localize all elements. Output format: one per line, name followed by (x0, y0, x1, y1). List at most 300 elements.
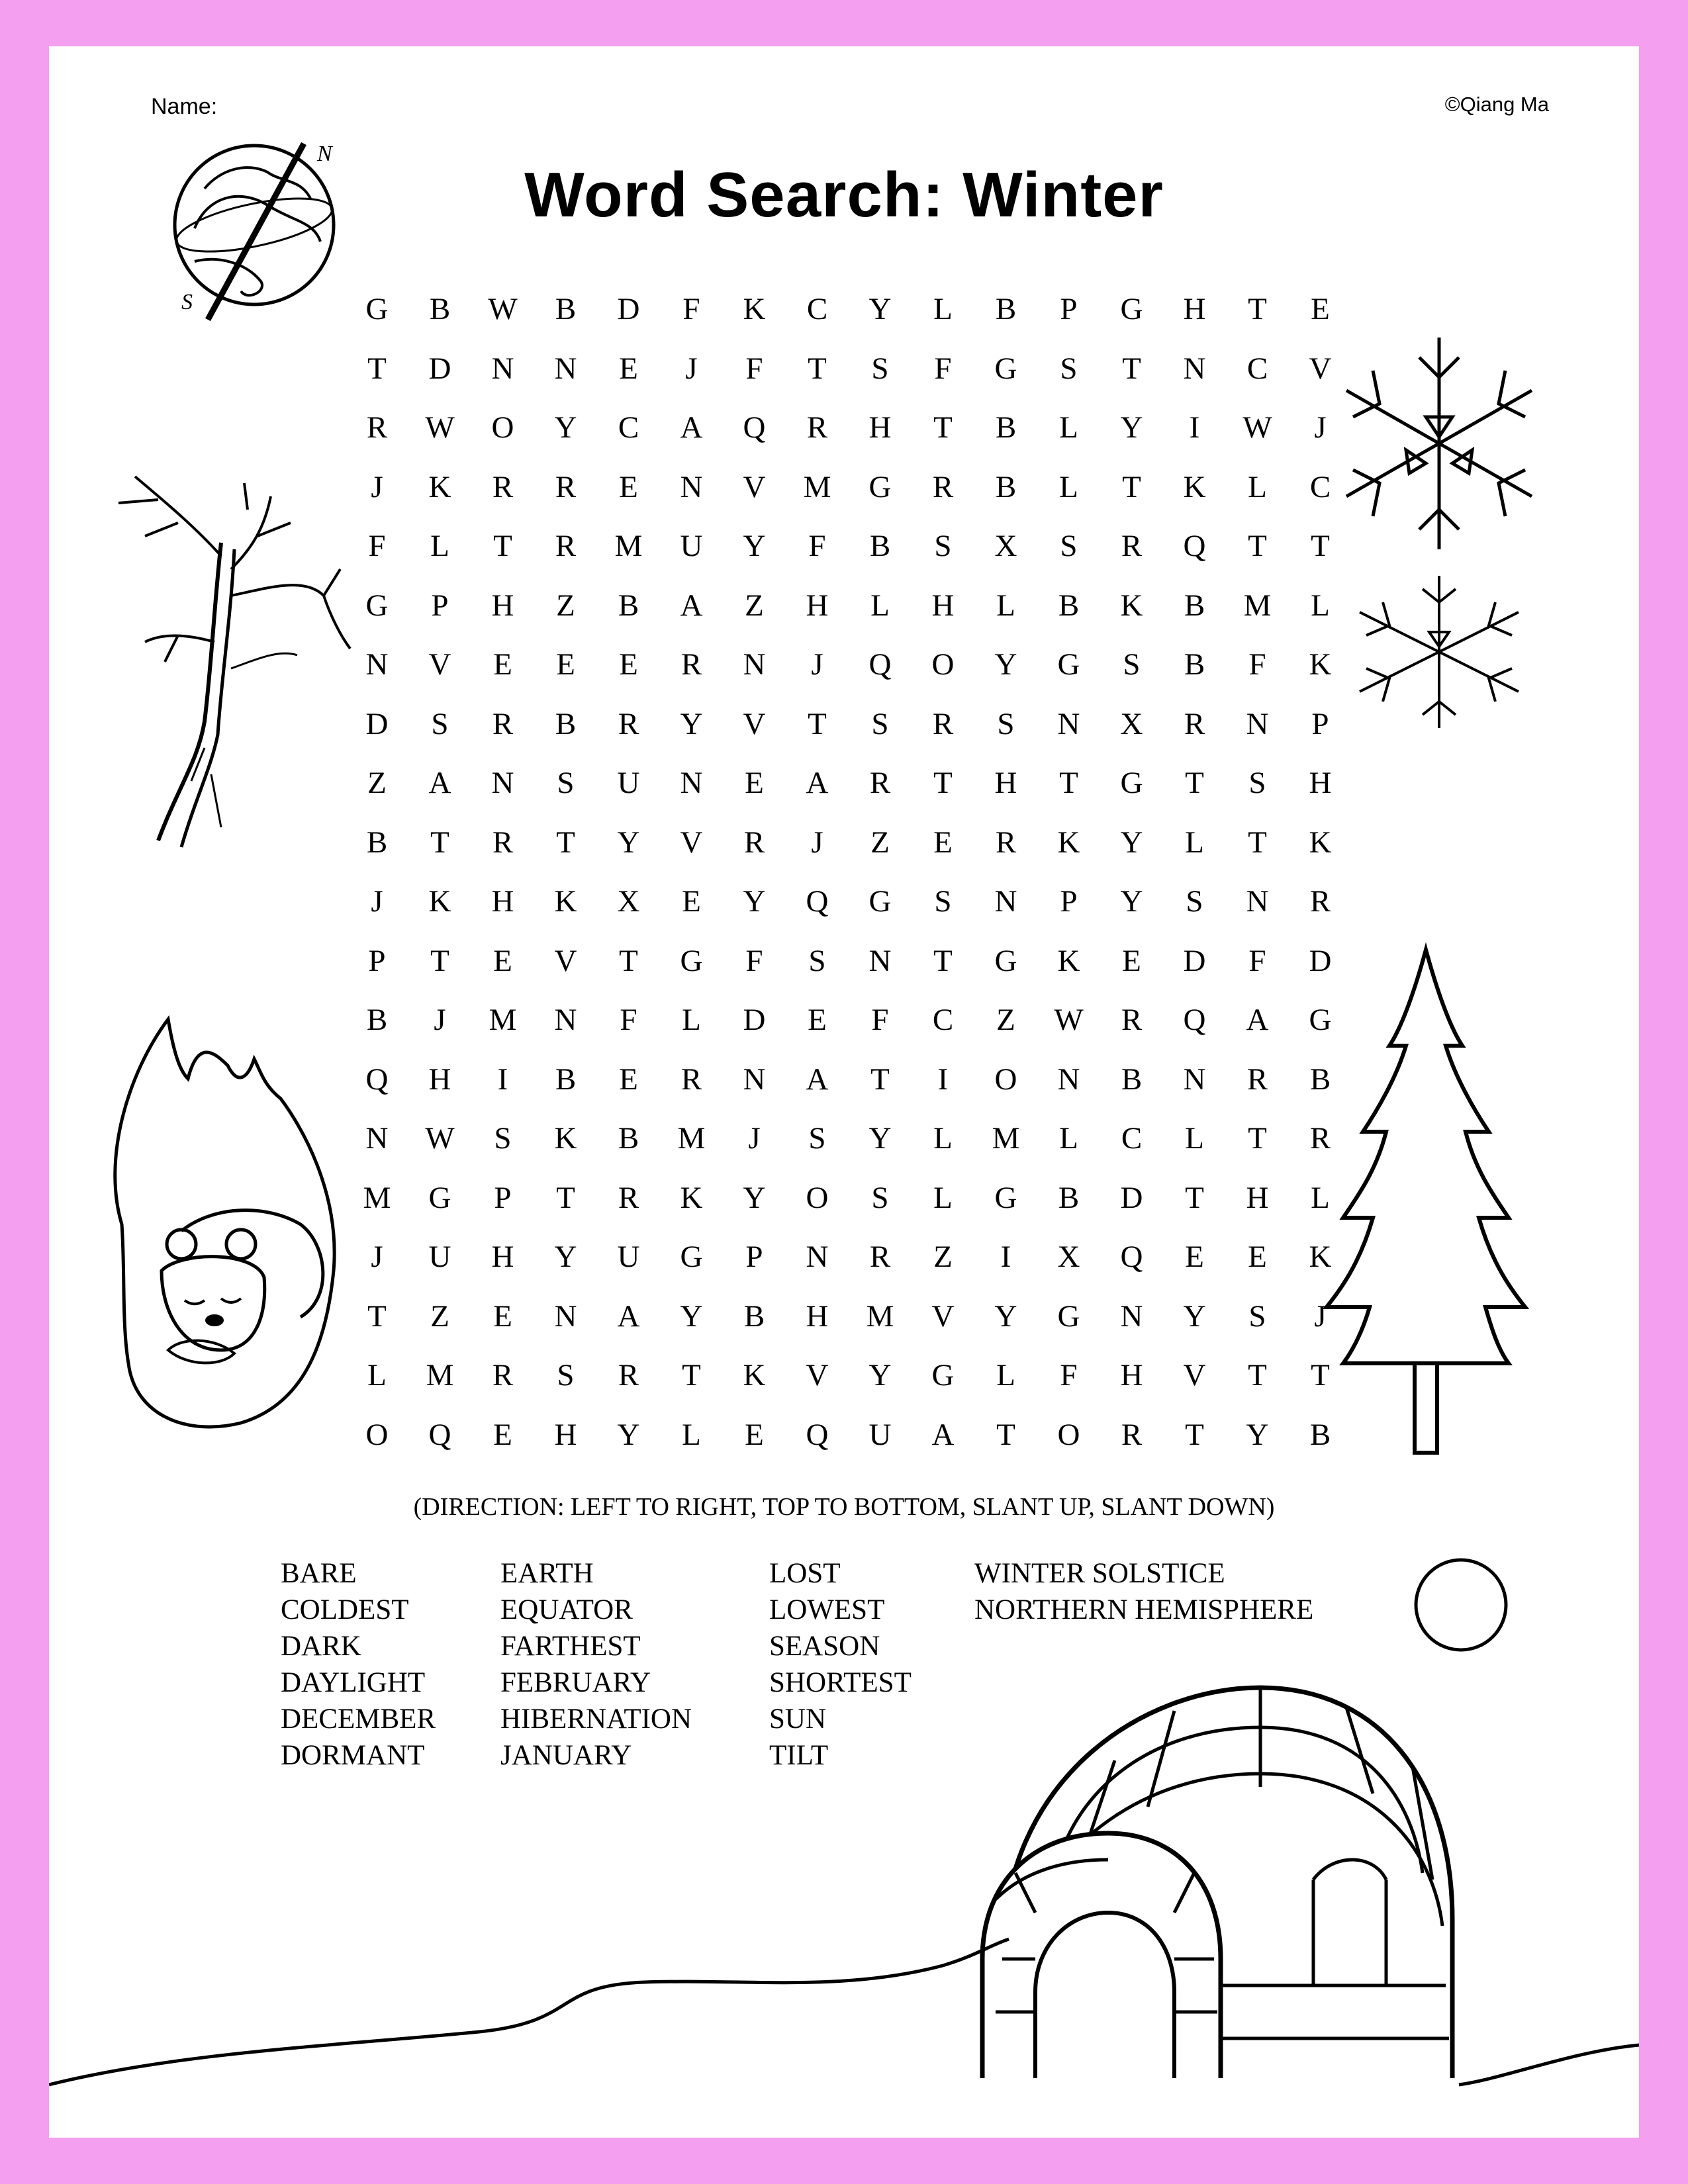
grid-letter[interactable]: T (367, 1298, 387, 1334)
grid-letter[interactable]: R (932, 706, 954, 741)
grid-letter[interactable]: B (366, 1003, 388, 1037)
grid-letter[interactable]: L (1059, 1121, 1078, 1156)
grid-letter[interactable]: Y (1120, 825, 1143, 860)
grid-letter[interactable]: A (1246, 1003, 1269, 1037)
grid-letter[interactable]: K (1309, 647, 1332, 682)
grid-letter[interactable]: R (618, 1180, 639, 1215)
grid-letter[interactable]: X (994, 529, 1017, 563)
grid-letter[interactable]: H (491, 884, 514, 919)
grid-letter[interactable]: L (1248, 469, 1267, 504)
grid-letter[interactable]: J (371, 1240, 383, 1274)
grid-letter[interactable]: T (1122, 351, 1141, 386)
grid-letter[interactable]: S (808, 943, 826, 978)
grid-letter[interactable]: L (1311, 1180, 1330, 1215)
grid-letter[interactable]: I (497, 1062, 508, 1097)
grid-letter[interactable]: P (1060, 884, 1078, 919)
grid-letter[interactable]: W (425, 1121, 455, 1156)
grid-letter[interactable]: Y (743, 884, 766, 919)
grid-letter[interactable]: N (868, 943, 892, 978)
grid-letter[interactable]: R (869, 766, 891, 800)
grid-letter[interactable]: N (806, 1240, 829, 1274)
grid-letter[interactable]: H (931, 588, 955, 623)
grid-letter[interactable]: E (1122, 943, 1141, 978)
grid-letter[interactable]: E (1311, 292, 1330, 326)
grid-letter[interactable]: B (1184, 647, 1205, 682)
grid-letter[interactable]: W (488, 292, 518, 326)
grid-letter[interactable]: N (743, 647, 766, 682)
grid-letter[interactable]: R (995, 825, 1017, 860)
grid-letter[interactable]: S (1248, 766, 1266, 800)
grid-letter[interactable]: T (682, 1358, 701, 1392)
grid-letter[interactable]: G (680, 943, 703, 978)
grid-letter[interactable]: S (1060, 529, 1078, 563)
grid-letter[interactable]: L (933, 1121, 953, 1156)
grid-letter[interactable]: Y (868, 1358, 892, 1392)
grid-letter[interactable]: L (933, 292, 953, 326)
grid-letter[interactable]: I (937, 1062, 949, 1097)
grid-letter[interactable]: M (677, 1121, 706, 1156)
grid-letter[interactable]: R (932, 469, 954, 504)
grid-letter[interactable]: V (743, 469, 766, 504)
grid-letter[interactable]: G (931, 1358, 955, 1392)
grid-letter[interactable]: B (1121, 1062, 1143, 1097)
grid-letter[interactable]: G (1120, 292, 1143, 326)
grid-letter[interactable]: P (431, 588, 449, 623)
grid-letter[interactable]: G (680, 1240, 703, 1274)
grid-letter[interactable]: D (1120, 1180, 1143, 1215)
grid-letter[interactable]: E (619, 351, 638, 386)
grid-letter[interactable]: H (1246, 1180, 1269, 1215)
grid-letter[interactable]: K (1057, 825, 1080, 860)
grid-letter[interactable]: L (1311, 588, 1330, 623)
grid-letter[interactable]: V (1309, 351, 1332, 386)
grid-letter[interactable]: D (1183, 943, 1206, 978)
grid-letter[interactable]: H (806, 588, 829, 623)
grid-letter[interactable]: L (1059, 469, 1078, 504)
grid-letter[interactable]: T (1122, 469, 1141, 504)
grid-letter[interactable]: F (934, 351, 952, 386)
grid-letter[interactable]: J (434, 1003, 446, 1037)
grid-letter[interactable]: E (808, 1003, 827, 1037)
grid-letter[interactable]: Z (996, 1003, 1015, 1037)
grid-letter[interactable]: F (808, 529, 826, 563)
grid-letter[interactable]: R (680, 647, 702, 682)
grid-letter[interactable]: R (1184, 706, 1205, 741)
grid-letter[interactable]: T (1059, 766, 1078, 800)
grid-letter[interactable]: T (430, 943, 449, 978)
grid-letter[interactable]: B (618, 1121, 639, 1156)
grid-letter[interactable]: I (1000, 1240, 1011, 1274)
grid-letter[interactable]: R (366, 410, 388, 445)
grid-letter[interactable]: H (554, 1417, 577, 1452)
grid-letter[interactable]: F (1060, 1358, 1078, 1392)
grid-letter[interactable]: Y (1183, 1298, 1206, 1334)
grid-letter[interactable]: H (491, 1240, 514, 1274)
grid-letter[interactable]: K (743, 292, 766, 326)
grid-letter[interactable]: L (1185, 825, 1204, 860)
grid-letter[interactable]: B (743, 1298, 765, 1334)
grid-letter[interactable]: G (1057, 647, 1080, 682)
grid-letter[interactable]: A (428, 766, 451, 800)
grid-letter[interactable]: L (1059, 410, 1078, 445)
grid-letter[interactable]: A (806, 1062, 829, 1097)
grid-letter[interactable]: G (365, 588, 389, 623)
grid-letter[interactable]: N (1183, 351, 1206, 386)
grid-letter[interactable]: C (1309, 469, 1331, 504)
grid-letter[interactable]: R (680, 1062, 702, 1097)
grid-letter[interactable]: P (368, 943, 386, 978)
grid-letter[interactable]: N (680, 766, 703, 800)
grid-letter[interactable]: B (995, 469, 1017, 504)
grid-letter[interactable]: V (806, 1358, 829, 1392)
grid-letter[interactable]: R (618, 706, 639, 741)
grid-letter[interactable]: A (680, 588, 703, 623)
grid-letter[interactable]: N (1246, 706, 1269, 741)
grid-letter[interactable]: G (365, 292, 389, 326)
grid-letter[interactable]: O (994, 1062, 1017, 1097)
grid-letter[interactable]: E (933, 825, 953, 860)
grid-letter[interactable]: T (1185, 1417, 1204, 1452)
grid-letter[interactable]: E (745, 766, 764, 800)
grid-letter[interactable]: E (1185, 1240, 1204, 1274)
grid-letter[interactable]: H (1183, 292, 1206, 326)
grid-letter[interactable]: E (556, 647, 575, 682)
grid-letter[interactable]: R (869, 1240, 891, 1274)
grid-letter[interactable]: N (1183, 1062, 1206, 1097)
grid-letter[interactable]: S (557, 766, 575, 800)
grid-letter[interactable]: F (745, 943, 763, 978)
grid-letter[interactable]: T (870, 1062, 890, 1097)
grid-letter[interactable]: K (680, 1180, 703, 1215)
grid-letter[interactable]: Y (554, 1240, 577, 1274)
grid-letter[interactable]: C (618, 410, 639, 445)
grid-letter[interactable]: Q (868, 647, 892, 682)
grid-letter[interactable]: M (363, 1180, 391, 1215)
grid-letter[interactable]: K (428, 884, 451, 919)
grid-letter[interactable]: R (1121, 529, 1143, 563)
grid-letter[interactable]: N (1057, 1062, 1080, 1097)
grid-letter[interactable]: B (555, 292, 577, 326)
grid-letter[interactable]: H (1309, 766, 1332, 800)
grid-letter[interactable]: K (554, 884, 577, 919)
grid-letter[interactable]: E (745, 1417, 764, 1452)
grid-letter[interactable]: T (367, 351, 387, 386)
grid-letter[interactable]: L (682, 1003, 701, 1037)
grid-letter[interactable]: F (620, 1003, 637, 1037)
grid-letter[interactable]: J (811, 825, 823, 860)
grid-letter[interactable]: P (1060, 292, 1078, 326)
grid-letter[interactable]: M (803, 469, 831, 504)
grid-letter[interactable]: G (994, 1180, 1017, 1215)
grid-letter[interactable]: O (806, 1180, 829, 1215)
grid-letter[interactable]: Y (994, 647, 1017, 682)
grid-letter[interactable]: G (994, 943, 1017, 978)
grid-letter[interactable]: Q (806, 884, 829, 919)
grid-letter[interactable]: O (931, 647, 955, 682)
grid-letter[interactable]: B (869, 529, 891, 563)
grid-letter[interactable]: K (1120, 588, 1143, 623)
grid-letter[interactable]: N (1057, 706, 1080, 741)
grid-letter[interactable]: S (1248, 1298, 1266, 1334)
grid-letter[interactable]: T (933, 766, 953, 800)
grid-letter[interactable]: Y (680, 706, 703, 741)
grid-letter[interactable]: E (493, 647, 512, 682)
grid-letter[interactable]: B (1058, 1180, 1080, 1215)
grid-letter[interactable]: E (493, 943, 512, 978)
grid-letter[interactable]: F (1248, 647, 1266, 682)
grid-letter[interactable]: U (617, 766, 640, 800)
grid-letter[interactable]: K (1309, 1240, 1332, 1274)
grid-letter[interactable]: Z (367, 766, 387, 800)
grid-letter[interactable]: P (745, 1240, 763, 1274)
grid-letter[interactable]: B (555, 706, 577, 741)
grid-letter[interactable]: E (493, 1417, 512, 1452)
grid-letter[interactable]: L (682, 1417, 701, 1452)
grid-letter[interactable]: J (1314, 1298, 1327, 1334)
grid-letter[interactable]: K (554, 1121, 577, 1156)
grid-letter[interactable]: J (685, 351, 698, 386)
grid-letter[interactable]: N (1120, 1298, 1143, 1334)
grid-letter[interactable]: O (365, 1417, 389, 1452)
grid-letter[interactable]: S (1186, 884, 1203, 919)
grid-letter[interactable]: C (1121, 1121, 1143, 1156)
grid-letter[interactable]: S (871, 351, 889, 386)
grid-letter[interactable]: A (931, 1417, 955, 1452)
grid-letter[interactable]: X (617, 884, 640, 919)
grid-letter[interactable]: P (494, 1180, 512, 1215)
grid-letter[interactable]: B (555, 1062, 577, 1097)
grid-letter[interactable]: Z (870, 825, 890, 860)
grid-letter[interactable]: N (743, 1062, 766, 1097)
grid-letter[interactable]: N (680, 469, 703, 504)
grid-letter[interactable]: B (1184, 588, 1205, 623)
grid-letter[interactable]: N (1246, 884, 1269, 919)
grid-letter[interactable]: G (994, 351, 1017, 386)
grid-letter[interactable]: D (1309, 943, 1332, 978)
grid-letter[interactable]: T (1185, 1180, 1204, 1215)
grid-letter[interactable]: C (806, 292, 828, 326)
grid-letter[interactable]: T (1185, 766, 1204, 800)
grid-letter[interactable]: H (994, 766, 1017, 800)
grid-letter[interactable]: S (1060, 351, 1078, 386)
grid-letter[interactable]: Y (994, 1298, 1017, 1334)
grid-letter[interactable]: B (618, 588, 639, 623)
grid-letter[interactable]: M (992, 1121, 1020, 1156)
grid-letter[interactable]: K (1309, 825, 1332, 860)
grid-letter[interactable]: R (618, 1358, 639, 1392)
grid-letter[interactable]: T (619, 943, 638, 978)
grid-letter[interactable]: S (871, 1180, 889, 1215)
grid-letter[interactable]: K (428, 469, 451, 504)
grid-letter[interactable]: S (997, 706, 1015, 741)
grid-letter[interactable]: M (1243, 588, 1272, 623)
grid-letter[interactable]: E (619, 469, 638, 504)
grid-letter[interactable]: M (489, 1003, 517, 1037)
grid-letter[interactable]: T (556, 1180, 575, 1215)
grid-letter[interactable]: J (371, 469, 383, 504)
grid-letter[interactable]: N (554, 351, 577, 386)
grid-letter[interactable]: Y (743, 1180, 766, 1215)
grid-letter[interactable]: C (932, 1003, 954, 1037)
grid-letter[interactable]: T (1311, 1358, 1330, 1392)
grid-letter[interactable]: Q (1183, 529, 1206, 563)
grid-letter[interactable]: S (808, 1121, 826, 1156)
grid-letter[interactable]: G (1309, 1003, 1332, 1037)
grid-letter[interactable]: K (1183, 469, 1206, 504)
grid-letter[interactable]: H (428, 1062, 451, 1097)
grid-letter[interactable]: R (1121, 1417, 1143, 1452)
grid-letter[interactable]: J (748, 1121, 761, 1156)
grid-letter[interactable]: T (1311, 529, 1330, 563)
grid-letter[interactable]: M (614, 529, 643, 563)
grid-letter[interactable]: Z (556, 588, 575, 623)
grid-letter[interactable]: X (1057, 1240, 1080, 1274)
grid-letter[interactable]: S (934, 884, 952, 919)
grid-letter[interactable]: G (868, 884, 892, 919)
grid-letter[interactable]: D (428, 351, 451, 386)
grid-letter[interactable]: N (365, 647, 389, 682)
grid-letter[interactable]: K (1057, 943, 1080, 978)
grid-letter[interactable]: L (1185, 1121, 1204, 1156)
grid-letter[interactable]: J (811, 647, 823, 682)
grid-letter[interactable]: B (366, 825, 388, 860)
grid-letter[interactable]: E (619, 1062, 638, 1097)
grid-letter[interactable]: Q (428, 1417, 451, 1452)
grid-letter[interactable]: R (555, 469, 577, 504)
grid-letter[interactable]: P (1311, 706, 1329, 741)
grid-letter[interactable]: V (554, 943, 577, 978)
grid-letter[interactable]: T (933, 943, 953, 978)
grid-letter[interactable]: Q (1120, 1240, 1143, 1274)
grid-letter[interactable]: Y (1120, 410, 1143, 445)
grid-letter[interactable]: T (1248, 825, 1267, 860)
grid-letter[interactable]: G (1057, 1298, 1080, 1334)
grid-letter[interactable]: R (492, 1358, 514, 1392)
grid-letter[interactable]: D (365, 706, 389, 741)
grid-letter[interactable]: S (871, 706, 889, 741)
grid-letter[interactable]: O (1057, 1417, 1080, 1452)
grid-letter[interactable]: I (1189, 410, 1200, 445)
grid-letter[interactable]: L (996, 1358, 1015, 1392)
grid-letter[interactable]: O (491, 410, 514, 445)
grid-letter[interactable]: N (554, 1298, 577, 1334)
grid-letter[interactable]: T (1248, 292, 1267, 326)
grid-letter[interactable]: L (933, 1180, 953, 1215)
grid-letter[interactable]: Y (554, 410, 577, 445)
grid-letter[interactable]: B (429, 292, 451, 326)
grid-letter[interactable]: S (431, 706, 449, 741)
grid-letter[interactable]: G (1120, 766, 1143, 800)
grid-letter[interactable]: N (554, 1003, 577, 1037)
grid-letter[interactable]: Y (868, 292, 892, 326)
grid-letter[interactable]: V (743, 706, 766, 741)
grid-letter[interactable]: Y (743, 529, 766, 563)
grid-letter[interactable]: G (868, 469, 892, 504)
grid-letter[interactable]: R (492, 706, 514, 741)
grid-letter[interactable]: R (806, 410, 828, 445)
grid-letter[interactable]: N (365, 1121, 389, 1156)
grid-letter[interactable]: T (1248, 529, 1267, 563)
grid-letter[interactable]: A (680, 410, 703, 445)
grid-letter[interactable]: R (1309, 884, 1331, 919)
grid-letter[interactable]: E (1248, 1240, 1267, 1274)
grid-letter[interactable]: L (870, 588, 890, 623)
grid-letter[interactable]: Y (680, 1298, 703, 1334)
grid-letter[interactable]: L (430, 529, 449, 563)
grid-letter[interactable]: R (492, 469, 514, 504)
grid-letter[interactable]: T (808, 351, 827, 386)
grid-letter[interactable]: A (806, 766, 829, 800)
grid-letter[interactable]: Y (617, 825, 640, 860)
grid-letter[interactable]: Y (1246, 1417, 1269, 1452)
grid-letter[interactable]: Y (1120, 884, 1143, 919)
grid-letter[interactable]: U (680, 529, 703, 563)
grid-letter[interactable]: Q (1183, 1003, 1206, 1037)
grid-letter[interactable]: V (428, 647, 451, 682)
grid-letter[interactable]: F (682, 292, 700, 326)
grid-letter[interactable]: W (1243, 410, 1272, 445)
grid-letter[interactable]: H (806, 1298, 829, 1334)
grid-letter[interactable]: Y (868, 1121, 892, 1156)
grid-letter[interactable]: Q (365, 1062, 389, 1097)
grid-letter[interactable]: H (868, 410, 892, 445)
grid-letter[interactable]: M (426, 1358, 454, 1392)
grid-letter[interactable]: S (934, 529, 952, 563)
grid-letter[interactable]: Z (745, 588, 764, 623)
grid-letter[interactable]: T (430, 825, 449, 860)
grid-letter[interactable]: F (871, 1003, 889, 1037)
grid-letter[interactable]: B (995, 292, 1017, 326)
grid-letter[interactable]: R (492, 825, 514, 860)
grid-letter[interactable]: R (555, 529, 577, 563)
grid-letter[interactable]: R (1309, 1121, 1331, 1156)
grid-letter[interactable]: B (1058, 588, 1080, 623)
grid-letter[interactable]: T (996, 1417, 1015, 1452)
grid-letter[interactable]: D (617, 292, 640, 326)
grid-letter[interactable]: U (428, 1240, 451, 1274)
grid-letter[interactable]: G (428, 1180, 451, 1215)
grid-letter[interactable]: D (743, 1003, 766, 1037)
grid-letter[interactable]: L (996, 588, 1015, 623)
grid-letter[interactable]: U (617, 1240, 640, 1274)
grid-letter[interactable]: Q (806, 1417, 829, 1452)
grid-letter[interactable]: T (1248, 1121, 1267, 1156)
grid-letter[interactable]: H (491, 588, 514, 623)
grid-letter[interactable]: A (617, 1298, 640, 1334)
grid-letter[interactable]: X (1120, 706, 1143, 741)
grid-letter[interactable]: U (868, 1417, 892, 1452)
grid-letter[interactable]: S (1123, 647, 1141, 682)
grid-letter[interactable]: J (371, 884, 383, 919)
grid-letter[interactable]: V (1183, 1358, 1206, 1392)
grid-letter[interactable]: T (933, 410, 953, 445)
grid-letter[interactable]: K (743, 1358, 766, 1392)
grid-letter[interactable]: S (494, 1121, 512, 1156)
grid-letter[interactable]: Q (743, 410, 766, 445)
grid-letter[interactable]: N (994, 884, 1017, 919)
grid-letter[interactable]: H (1120, 1358, 1143, 1392)
grid-letter[interactable]: R (743, 825, 765, 860)
grid-letter[interactable]: S (557, 1358, 575, 1392)
grid-letter[interactable]: B (1309, 1417, 1331, 1452)
grid-letter[interactable]: C (1246, 351, 1268, 386)
grid-letter[interactable]: R (1246, 1062, 1268, 1097)
grid-letter[interactable]: B (995, 410, 1017, 445)
grid-letter[interactable]: B (1309, 1062, 1331, 1097)
grid-letter[interactable]: E (682, 884, 701, 919)
grid-letter[interactable]: E (493, 1298, 512, 1334)
grid-letter[interactable]: F (368, 529, 386, 563)
